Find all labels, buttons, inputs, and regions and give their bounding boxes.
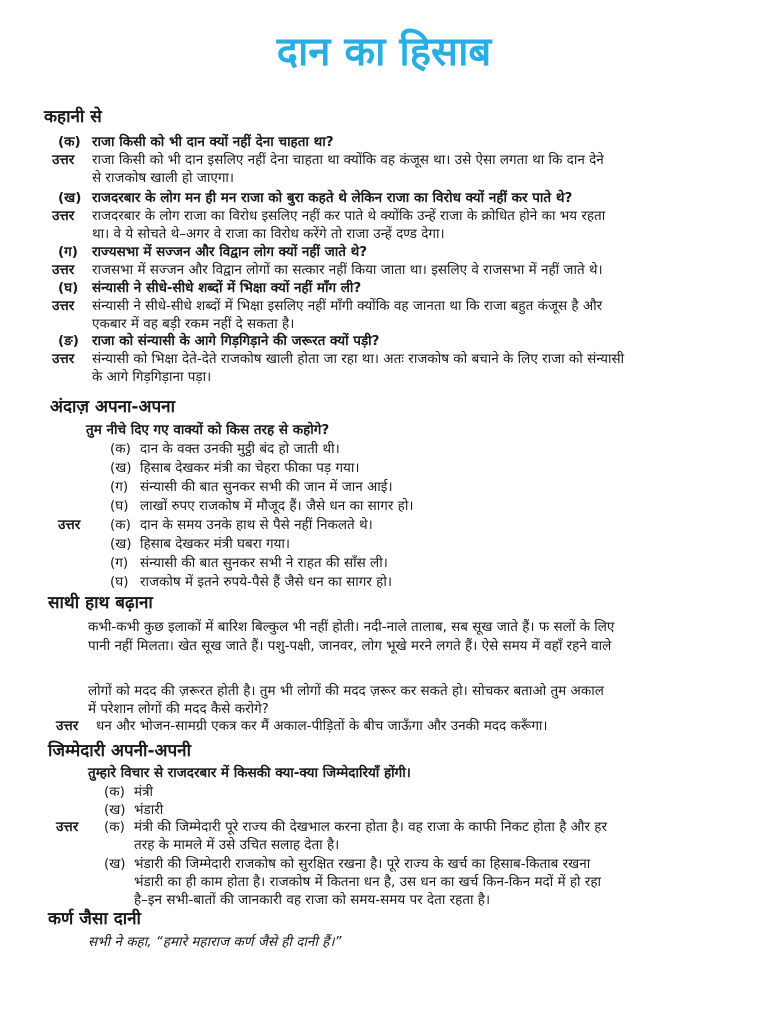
answer-text: है–इन सभी-बातों की जानकारी वह राजा को समय-समय पर देता रहता है। [134,892,491,908]
question-text: राजा को संन्यासी के आगे गिड़गिड़ाने की जरूरत क्यों पड़ी? [92,333,380,349]
item-label: (ग) [110,555,129,571]
item-text: हिसाब देखकर मंत्री का चेहरा फीका पड़ गया। [140,460,360,476]
answer-label: उत्तर [56,819,79,835]
answer-label: उत्तर [52,351,75,367]
item-label: (ख) [110,536,132,552]
section-prompt: तुम्हारे विचार से राजदरबार में किसकी क्या-क्या जिम्मेदारियाँ होंगी। [88,765,411,781]
paragraph-line: लोगों को मदद की ज़रूरत होती है। तुम भी लोगों की मदद ज़रूर कर सकते हो। सोचकर बताओ तुम अकाल [88,683,604,699]
item-label: (ख) [104,802,126,818]
question-text: राजा किसी को भी दान क्यों नहीं देना चाहता था? [92,134,334,150]
question-label: (घ) [58,280,79,296]
item-text: मंत्री [134,784,154,800]
answer-text: राजदरबार के लोग राजा का विरोध इसलिए नहीं कर पाते थे क्योंकि उन्हें राजा के क्रोधित होने का भय रहता [92,208,606,224]
answer-text: के आगे गिड़गिड़ाना पड़ा। [92,369,212,385]
answer-text: से राजकोष खाली हो जाएगा। [92,170,235,186]
answer-label: उत्तर [58,517,81,533]
question-label: (ग) [58,244,78,260]
page-title: दान का हिसाब [276,29,492,75]
answer-label: उत्तर [52,152,75,168]
answer-text: संन्यासी ने सीधे-सीधे शब्दों में भिक्षा इसलिए नहीं माँगी क्योंकि वह जानता था कि राजा बहुत कंजूस है और [92,298,603,314]
section-heading-andaz: अंदाज़ अपना-अपना [50,397,175,417]
answer-label: उत्तर [52,208,75,224]
item-text: दान के वक्त उनकी मुट्ठी बंद हो जाती थी। [140,441,340,457]
item-label: (ख) [110,460,132,476]
answer-text: संन्यासी को भिक्षा देते-देते राजकोष खाली होता जा रहा था। अतः राजकोष को बचाने के लिए राजा को संन्यासी [92,351,625,367]
answer-text: भंडारी का ही काम होता है। राजकोष में कितना धन है, उस धन का खर्च किन-किन मदों में हो रहा [134,874,601,890]
question-label: (क) [58,134,81,150]
question-text: संन्यासी ने सीधे-सीधे शब्दों में भिक्षा क्यों नहीं माँग ली? [92,280,362,296]
item-text: संन्यासी की बात सुनकर सभी की जान में जान आई। [140,479,393,495]
answer-label: उत्तर [56,718,79,734]
paragraph-line: में परेशान लोगों की मदद कैसे करोगे? [88,701,269,717]
answer-text: मंत्री की जिम्मेदारी पूरे राज्य की देखभाल करना होता है। वह राजा के काफी निकट होता है और हर [134,819,607,835]
item-label: (क) [110,441,131,457]
answer-label: उत्तर [52,262,75,278]
question-text: राजदरबार के लोग मन ही मन राजा को बुरा कहते थे लेकिन राजा का विरोध क्यों नहीं कर पाते थे? [92,190,573,206]
section-heading-sathi: साथी हाथ बढ़ाना [48,593,153,613]
paragraph-line: पानी नहीं मिलता। खेत सूख जाते हैं। पशु-पक्षी, जानवर, लोग भूखे मरने लगते हैं। ऐसे समय में वहाँ रहने वाले [88,638,612,654]
answer-text: हिसाब देखकर मंत्री घबरा गया। [140,536,291,552]
item-label: (क) [104,819,125,835]
answer-text: एकबार में वह बड़ी रकम नहीं दे सकता है। [92,316,295,332]
item-label: (घ) [110,498,129,514]
answer-text: दान के समय उनके हाथ से पैसे नहीं निकलते थे। [140,517,373,533]
quote-text: सभी ने कहा, “हमारे महाराज कर्ण जैसे ही दानी हैं।” [88,934,342,950]
answer-label: उत्तर [52,298,75,314]
item-label: (ग) [110,479,129,495]
answer-text: तरह के मामले में उसे उचित सलाह देता है। [134,837,340,853]
item-text: लाखों रुपए राजकोष में मौजूद हैं। जैसे धन का सागर हो। [140,498,414,514]
answer-text: था। वे ये सोचते थे–अगर वे राजा का विरोध करेंगे तो राजा उन्हें दण्ड देगा। [92,226,445,242]
section-heading-karna: कर्ण जैसा दानी [48,909,141,929]
answer-text: संन्यासी की बात सुनकर सभी ने राहत की साँस ली। [140,555,388,571]
answer-text: राजकोष में इतने रुपये-पैसे हैं जैसे धन का सागर हो। [140,574,392,590]
answer-text: राजसभा में सज्जन और विद्वान लोगों का सत्कार नहीं किया जाता था। इसलिए वे राजसभा में नहीं जाते थे। [92,262,603,278]
question-text: राज्यसभा में सज्जन और विद्वान लोग क्यों नहीं जाते थे? [92,244,368,260]
item-label: (क) [104,784,125,800]
item-text: भंडारी [134,802,164,818]
item-label: (ख) [104,856,126,872]
section-heading-kahani: कहानी से [44,107,102,127]
answer-text: भंडारी की जिम्मेदारी राजकोष को सुरक्षित रखना है। पूरे राज्य के खर्च का हिसाब-किताब रखना [134,856,591,872]
item-label: (क) [110,517,131,533]
item-label: (घ) [110,574,129,590]
paragraph-line: कभी-कभी कुछ इलाकों में बारिश बिल्कुल भी नहीं होती। नदी-नाले तालाब, सब सूख जाते हैं। फ सलों के लिए [88,619,615,635]
answer-text: राजा किसी को भी दान इसलिए नहीं देना चाहता था क्योंकि वह कंजूस था। उसे ऐसा लगता था कि दान देने [92,152,604,168]
question-label: (ङ) [58,333,79,349]
section-prompt: तुम नीचे दिए गए वाक्यों को किस तरह से कहोगे? [86,422,330,438]
question-label: (ख) [58,190,82,206]
answer-text: धन और भोजन-सामग्री एकत्र कर मैं अकाल-पीड़ितों के बीच जाऊँगा और उनकी मदद करूँगा। [96,718,548,734]
section-heading-zimmedari: जिम्मेदारी अपनी-अपनी [48,741,191,761]
